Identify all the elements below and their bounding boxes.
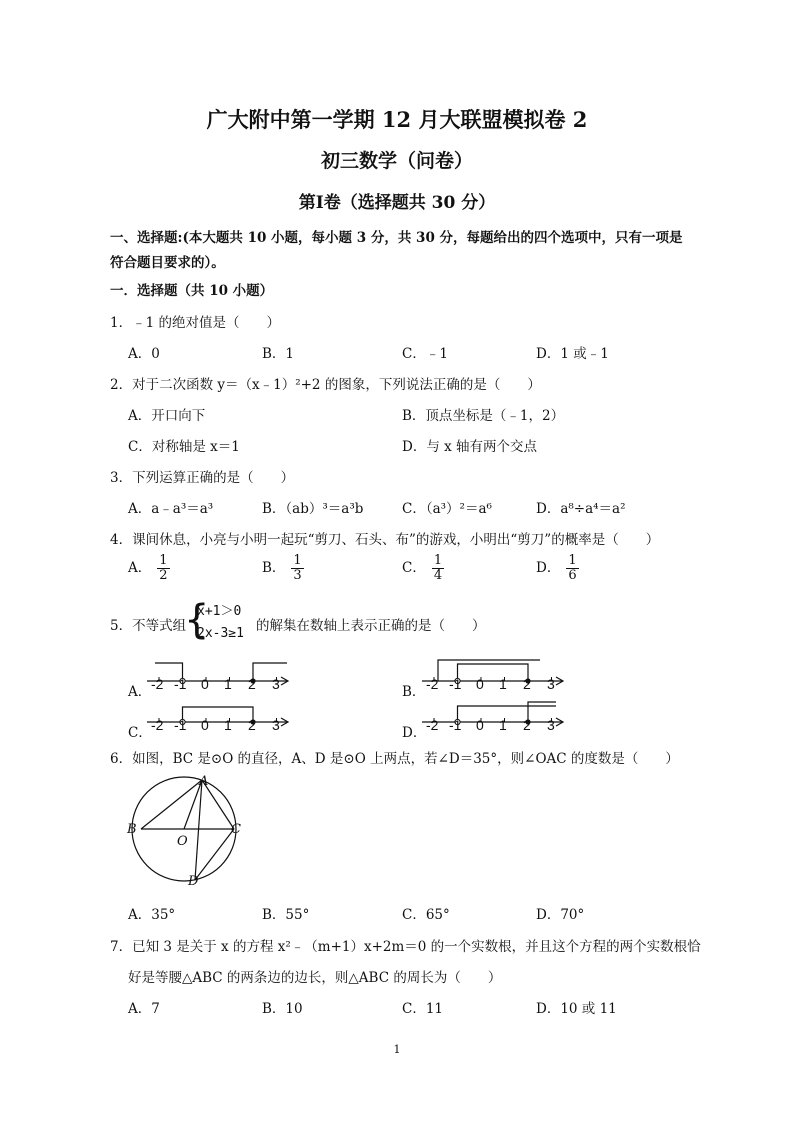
q4-option-a-label: A．	[128, 560, 152, 576]
q5-prefix: 5．不等式组	[110, 618, 187, 634]
tick-label: 0	[201, 717, 209, 733]
chord-dc	[195, 829, 234, 880]
q2-option-b: B．顶点坐标是（﹣1，2）	[402, 408, 565, 424]
q5-option-c: C．	[128, 725, 152, 741]
q4-option-c-label: C．	[402, 560, 426, 576]
q2-option-c: C．对称轴是 x＝1	[128, 439, 240, 455]
q6-label-a: A	[199, 774, 209, 789]
q6-option-d: D．70°	[536, 907, 585, 923]
q5-inequality-2: 2x-3≥1	[197, 626, 244, 641]
tick-label: -1	[449, 676, 462, 692]
instructions-line1: 一、选择题:(本大题共 10 小题，每小题 3 分，共 30 分，每题给出的四个选项中，只有一项是	[110, 230, 683, 246]
q4-option-b-label: B．	[262, 560, 286, 576]
tick-label: 0	[476, 717, 484, 733]
q6-label-c: C	[231, 822, 241, 837]
fraction-numerator: 1	[293, 553, 302, 568]
q3-option-b: B．（ab）³＝a³b	[262, 501, 364, 517]
tick-label: 3	[547, 717, 555, 733]
q1-stem: 1．﹣1 的绝对值是（ ）	[110, 315, 280, 331]
q3-option-d: D．a⁸÷a⁴＝a²	[536, 501, 626, 517]
q5-system-brace: {	[184, 597, 210, 643]
tick-label: 2	[248, 676, 256, 692]
q4-option-c	[402, 554, 444, 583]
q4-option-b	[262, 554, 304, 583]
q7-option-a: A．7	[128, 1001, 160, 1017]
tick-label: -1	[174, 676, 187, 692]
tick-label: 1	[499, 676, 507, 692]
tick-label: 1	[499, 717, 507, 733]
tick-label: 2	[248, 717, 256, 733]
q6-label-o: O	[177, 834, 188, 849]
q5-suffix: 的解集在数轴上表示正确的是（ ）	[256, 618, 486, 634]
q3-stem: 3．下列运算正确的是（ ）	[110, 470, 295, 486]
q6-label-d: D	[188, 874, 199, 889]
tick-label: -2	[151, 717, 164, 733]
q1-option-a: A．0	[128, 346, 160, 362]
q4-option-d-fraction	[566, 554, 578, 583]
tick-label: 1	[224, 676, 232, 692]
tick-label: 3	[547, 676, 555, 692]
fraction-denominator: 3	[293, 568, 302, 583]
q6-option-a: A．35°	[128, 907, 176, 923]
q5-option-a: A．	[128, 684, 152, 700]
fraction-numerator: 1	[433, 553, 443, 568]
q7-option-b: B．10	[262, 1001, 303, 1017]
q3-option-a: A．a﹣a³＝a³	[128, 501, 214, 517]
q2-option-d: D．与 x 轴有两个交点	[402, 439, 538, 455]
tick-label: 0	[476, 676, 484, 692]
q4-option-a-fraction	[157, 554, 169, 583]
tick-label: -2	[426, 676, 439, 692]
q1-option-d: D．1 或﹣1	[536, 346, 609, 362]
q5-option-d: D．	[402, 725, 427, 741]
tick-label: -2	[151, 676, 164, 692]
q4-option-c-fraction	[432, 554, 444, 583]
fraction-numerator: 1	[568, 553, 577, 568]
q4-option-b-fraction	[291, 554, 303, 583]
fraction-denominator: 4	[433, 568, 443, 583]
ray-right	[253, 663, 287, 681]
q7-stem-line2: 好是等腰△ABC 的两条边的边长，则△ABC 的周长为（ ）	[128, 970, 502, 986]
q5-option-b: B．	[402, 684, 426, 700]
tick-label: -1	[174, 717, 187, 733]
segment	[458, 664, 529, 681]
fraction-denominator: 2	[159, 568, 168, 583]
q5-inequality-1: x+1＞0	[197, 604, 242, 619]
q2-option-a: A．开口向下	[128, 408, 206, 424]
q1-option-c: C．﹣1	[402, 346, 448, 362]
tick-label: 3	[272, 676, 280, 692]
tick-label: 2	[523, 676, 531, 692]
q4-option-a	[128, 554, 170, 583]
q6-option-b: B．55°	[262, 907, 310, 923]
instructions-subheading: 一．选择题（共 10 小题）	[110, 283, 274, 299]
page-number: 1	[393, 1043, 401, 1056]
tick-label: 2	[523, 717, 531, 733]
segment	[183, 707, 254, 722]
q2-stem: 2．对于二次函数 y＝（x﹣1）²+2 的图象，下列说法正确的是（ ）	[110, 377, 541, 393]
fraction-denominator: 6	[568, 568, 577, 583]
q1-option-b: B．1	[262, 346, 295, 362]
tick-label: -1	[449, 717, 462, 733]
q6-stem: 6．如图，BC 是⊙O 的直径，A、D 是⊙O 上两点，若∠D＝35°，则∠OAC 的度数是（ ）	[110, 751, 679, 767]
q7-stem-line1: 7．已知 3 是关于 x 的方程 x²﹣（m+1）x+2m＝0 的一个实数根，并且这个方程的两个实数根恰	[110, 939, 701, 955]
q6-option-c: C．65°	[402, 907, 450, 923]
tick-label: 3	[272, 717, 280, 733]
tick-label: -2	[426, 717, 439, 733]
q7-option-c: C．11	[402, 1001, 444, 1017]
q6-label-b: B	[127, 822, 137, 837]
tick-label: 1	[224, 717, 232, 733]
section-title: 第Ⅰ卷（选择题共 30 分）	[298, 193, 496, 213]
q4-stem: 4．课间休息，小亮与小明一起玩“剪刀、石头、布”的游戏，小明出“剪刀”的概率是（ ）	[110, 532, 660, 548]
fraction-numerator: 1	[159, 553, 168, 568]
q3-option-c: C．（a³）²＝a⁶	[402, 501, 492, 517]
q4-option-d-label: D．	[536, 560, 561, 576]
instructions-line2: 符合题目要求的）。	[110, 255, 225, 271]
tick-label: 0	[201, 676, 209, 692]
q4-option-d	[536, 554, 579, 583]
exam-subtitle: 初三数学（问卷）	[320, 150, 473, 172]
exam-title: 广大附中第一学期 12 月大联盟模拟卷 2	[206, 107, 588, 132]
q7-option-d: D．10 或 11	[536, 1001, 617, 1017]
